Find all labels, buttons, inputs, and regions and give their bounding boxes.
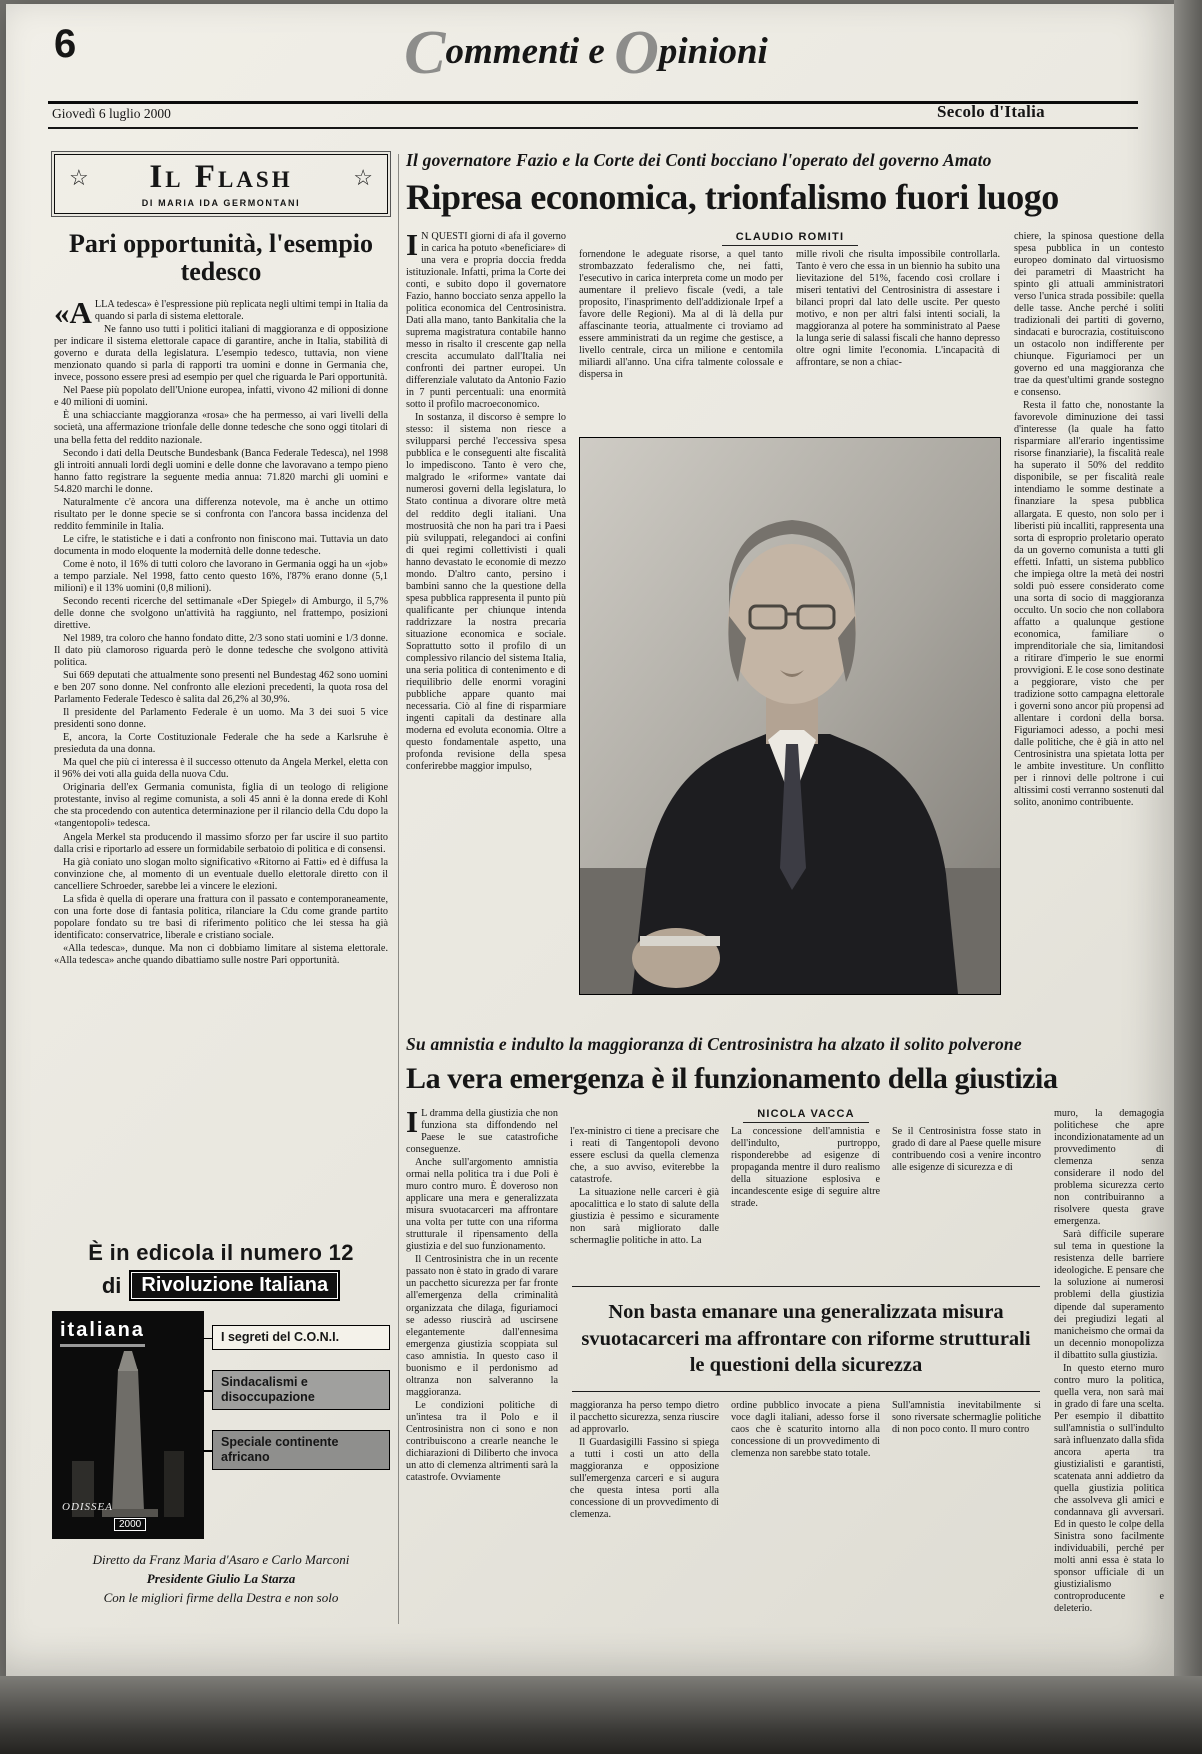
main-article-col2 [579,249,783,431]
main-article-headline: Ripresa economica, trionfalismo fuori luogo [406,177,1059,217]
magazine-ad [52,1240,390,1608]
pull-quote: Non basta emanare una generalizzata misura svuotacarceri ma affrontare con riforme strutturali le questioni della sicurezza [572,1286,1040,1392]
paragraph: L dramma della giustizia che non funziona sta diffondendo nel Paese le sue catastrofiche conseguenze. [406,1108,558,1156]
paragraph: Se il Centrosinistra fosse stato in grado di dare al Paese quelle misure contribuendo così a venire incontro alle esigenze di sicurezza e di [892,1126,1041,1174]
paragraph: ordine pubblico invocate a piena voce dagli italiani, adesso forse il caos che è scaturito intorno alla concessione di un provvedimento di clemenza non sarebbe stato totale. [731,1399,880,1460]
column-divider [398,154,399,1624]
paragraph: Naturalmente c'è ancora una differenza notevole, ma è anche un ottimo risultato per le donne specie se si confronta con l'ancora bassa incidenza del reddito femminile in Italia. [54,496,388,532]
paragraph: chiere, la spinosa questione della spesa pubblica in un contesto europeo dominato dal virtuosismo dei parametri di Maastricht ha spinto gli attuali amministratori verso l'unica strada possibile: quella delle tasse. Anche perché i soliti tradizionali dei partiti di governo, sindacati e burocrazia, costituiscono un ostacolo non indifferente per chiunque. Figuriamoci per un governo ed una maggioranza che trae da quest'ultimi grande sostegno e consenso. [1014,230,1164,399]
main-article-col3 [796,249,1000,431]
second-article-dropcap: I [406,1108,419,1139]
second-article-col5 [1054,1108,1164,1656]
second-article [406,1034,1164,1688]
paragraph: La concessione dell'amnistia e dell'indulto, purtroppo, risponderebbe ad esigenze di propaganda mentre il duro realismo della situazione esplosiva e incandescente esige di seguire altre strade. [731,1126,880,1210]
ad-label-coni: I segreti del C.O.N.I. [212,1325,390,1350]
star-icon: ☆ [353,164,373,190]
paragraph: Anche sull'argomento amnistia ormai nella politica tra i due Poli è muro contro muro. È doveroso non applicare una mera e generalizzata misura svuotacarceri ma affrontare una volta per tutte con una riforma strutturale il ripensamento della giustizia e del suo funzionamento. [406,1157,558,1253]
paragraph: Nel Paese più popolato dell'Unione europea, infatti, vivono 42 milioni di donne e 40 milioni di uomini. [54,385,388,409]
paragraph: In sostanza, il discorso è sempre lo stesso: il sistema non riesce a svilupparsi perché l'eccessiva spesa pubblica e le conseguenti alte fiscalità lo impediscono. Tanto è vero che, malgrado le «riforme» vantate dai numerosi governi della legislatura, lo Stato continua a divorare oltre metà del reddito degli italiani. Una mostruosità che non ha pari tra i Paesi più sviluppati, relegandoci ai confini di quei regimi collettivisti i quali hanno devastato le economie di mezzo mondo. D'altro canto, persino i bambini sanno che la questione della spesa pubblica rappresenta il punto più qualificante per chiunque intenda raddrizzare la nostra precaria situazione economica e sociale. Soprattutto sotto il profilo di un complessivo rilancio del sistema Italia, una seria politica di contenimento e di riequilibrio delle enormi voragini pubbliche appare quanto mai necessaria. Ciò al fine di risparmiare ingenti capitali da destinare alla moderna ed evoluta economia. Oltre a questo fondamentale aspetto, una profonda revisione della spesa conferirebbe maggior impulso, [406,412,566,773]
paragraph: maggioranza ha perso tempo dietro il pacchetto sicurezza, senza riuscire ad approvarlo. [570,1399,719,1435]
date: Giovedì 6 luglio 2000 [52,106,171,121]
main-article-kicker: Il governatore Fazio e la Corte dei Conti bocciano l'operato del governo Amato [406,150,992,170]
paragraph: Sull'amnistia inevitabilmente si sono riversate schermaglie politiche di non poco conto. Il muro contro [892,1399,1041,1435]
paragraph: La situazione nelle carceri è già apocalittica e lo stato di salute della giustizia è pessimo e sicuramente non sarà migliorato dalle schermaglie politiche in atto. La [570,1187,719,1247]
ad-footer-director: Diretto da Franz Maria d'Asaro e Carlo Marconi [92,1552,350,1567]
paragraph: La sfida è quella di operare una frattura con il passato e contemporaneamente, con una forte dose di fantasia politica, rilanciare la Cdu come grande partito popolare fondato su tre basi di riferimento politico che lei stessa ha già identificato: conservatrice, liberale e cristiano sociale. [54,893,388,941]
second-article-col1 [406,1108,558,1656]
ad-footer-president: Presidente Giulio La Starza [146,1570,296,1586]
second-article-mid-top-c [892,1126,1041,1278]
second-article-byline: NICOLA VACCA [570,1108,1042,1120]
paragraph: Resta il fatto che, nonostante la favorevole diminuzione dei tassi d'interesse (la quale ha fatto risparmiare all'erario ingentissime risorse finanziarie), la fiscalità reale ha superato il 50% del reddito disponibile, se per fiscalità reale intendiamo le somme destinate a finanziare la spesa pubblica allargata. E questo, non solo per i liberisti più incalliti, rappresenta una sorta di esproprio proletario operato da un governo comunista a tutti gli effetti. Infatti, un sistema pubblico che impiega oltre la metà dei nostri soldi può essere considerato come una sorta di socio di maggioranza occulto. Un socio che non collabora affatto a qualunque gestione economica, familiare o imprenditoriale che sia, limitandosi a ritirare d'imperio le sue enormi provvigioni. E le cose sono destinate a peggiorare, visto che per tradizione sotto campagna elettorale i governi sono ancor più propensi ad allentare i cordoni della borsa. Figuriamoci adesso, a pochi mesi dalle politiche, che è già in atto nel Centrosinistra una spietata lotta per le ambite investiture. Un conflitto per i rinnovi delle poltrone i cui altissimi costi verranno sostenuti dal solito, anonimo contribuente. [1014,400,1164,809]
paragraph: l'ex-ministro ci tiene a precisare che i reati di Tangentopoli devono essere esclusi da quella clemenza che, a suo avviso, eviterebbe la catastrofe. [570,1126,719,1186]
section-title-capital-o: O [614,19,659,87]
section-title-capital-c: C [404,19,446,87]
paragraph: Ma quel che più ci interessa è il successo ottenuto da Angela Merkel, eletta con il 96% dei voti alla guida della nuova Cdu. [54,757,388,781]
paragraph: Il Guardasigilli Fassino si spiega a tutti i costi un atto della maggioranza e opposizione sull'emergenza carceri e si augura che questa intesa porti alla concessione di un provvedimento di clemenza. [570,1437,719,1521]
second-article-mid-bottom-b [731,1400,880,1688]
paragraph: Le cifre, le statistiche e i dati a confronto non finiscono mai. Tuttavia un dato documenta in modo eloquente la modernità delle donne tedesche. [54,533,388,557]
second-article-mid-top-b [731,1126,880,1278]
paragraph: In questo eterno muro contro muro la politica, quella vera, non sarà mai in grado di fare una scelta. Per esempio il dibattito sull'amnistia o sull'indulto sarà influenzato dalla sfida ancora aperta tra giustizialisti e garantisti, scatenata anni addietro da quella giustizia politica che assolveva gli amici e condannava gli avversari. Ed in questo le colpe della Sinistra sono facilmente individuabili, perché per molti anni essa è stata lo sponsor ufficiale di un giustizialismo controproducente e deleterio. [1054,1362,1164,1615]
page-number: 6 [54,22,77,66]
section-title [296,19,876,87]
flash-title: Il Flash [149,159,293,195]
flash-header-box [54,154,388,214]
flash-dropcap: «A [54,299,92,331]
paragraph: E, ancora, la Corte Costituzionale Federale che ha sede a Karlsruhe è presieduta da una donna. [54,732,388,756]
paragraph: Secondo recenti ricerche del settimanale «Der Spiegel» di Amburgo, il 5,7% delle donne che svolgono un'attività ha raggiunto, nel frattempo, posizioni direttive. [54,595,388,631]
ad-di: di [101,1272,122,1298]
paragraph: «Alla tedesca», dunque. Ma non ci dobbiamo limitare al sistema elettorale. «Alla tedesca» anche quando dibattiamo sulle nostre Pari opportunità. [54,942,388,966]
section-title-part1: ommenti e [445,31,615,72]
flash-byline: DI MARIA IDA GERMONTANI [141,198,301,208]
main-article-col4 [1014,231,1164,1023]
paragraph: Ne fanno uso tutti i politici italiani di maggioranza e di opposizione per indicare il sistema elettorale capace di garantire, anche in Italia, stabilità di governo e durata della legislatura. L'esempio tedesco, tuttavia, non viene menzionato quando si parla di rapporti tra uomini e donne in Germania che, invece, possono essere presi ad esempio per quel che riguarda le Pari opportunità. [54,324,388,384]
paragraph: mille rivoli che risulta impossibile controllarla. Tanto è vero che essa in un biennio ha subito una lievitazione del 51%, facendo così crollare i miseri tentativi del Centrosinistra di assestare i bilanci propri dal lato delle uscite. Per questo motivo, e non per altri falsi intenti sociali, la maggioranza al potere ha somministrato al Paese la lunga serie di salassi fiscali che hanno depresso oltre ogni limite l'economia. L'incapacità di affrontare, se non a chiac- [796,248,1000,369]
scan-bottom-edge [0,1676,1202,1754]
paragraph: Sui 669 deputati che attualmente sono presenti nel Bundestag 462 sono uomini e ben 207 sono donne. Nel confronto alle elezioni precedenti, la quota rosa del Parlamento Federale Tedesco è salita dal 26,2% al 30,9%. [54,670,388,706]
paragraph: Il Centrosinistra che in un recente passato non è stato in grado di varare un pacchetto sicurezza per far fronte all'emergenza della criminalità organizzata che dilaga, figuriamoci se adesso riuscirà ad uscirsene elegantemente dall'ennesima emergenza giustizia scoppiata sul caso amnistia. In questo caso il buonismo e il perdonismo ad oltranza non salveranno la maggioranza. [406,1254,558,1398]
paragraph: fornendone le adeguate risorse, a quel tanto strombazzato federalismo che, nei fatti, l'esecutivo in carica interpreta come un modo per aumentare il prelievo fiscale (vedi, a tale proposito, l'inasprimento dell'addizionale Irpef a favore delle Regioni). Ma al di là della pur affascinante teoria, attualmente ci troviamo ad essere amministrati da un regime che gestisce, a livello centrale, circa un milione e centomila miliardi all'anno. Una cifra talmente colossale e dispersa in [579,248,783,381]
header-rule-thin [48,127,1138,129]
paragraph: Originaria dell'ex Germania comunista, figlia di un teologo di religione protestante, inviso al regime comunista, a soli 45 anni è la donna erede di Kohl che sta procedendo con autentica determinazione per il rilancio della Cdu dopo la «tangentopoli» tedesca. [54,782,388,830]
paragraph: muro, la demagogia politichese che apre incondizionatamente ad un provvedimento di clemenza senza considerare il nodo del problema sicurezza certo non contribuiranno a risolvere questa grave emergenza. [1054,1108,1164,1228]
second-article-mid-bottom-c [892,1400,1041,1688]
paragraph: Nel 1989, tra coloro che hanno fondato ditte, 2/3 sono stati uomini e 1/3 donne. Il dato più clamoroso riguarda però le donne tedesche che svolgono attività politica. [54,633,388,669]
ad-odissea-label: ODISSEA [62,1501,113,1513]
paragraph: È una schiacciante maggioranza «rosa» che ha permesso, ai vari livelli della società, una affermazione trionfale delle donne tedesche che sono oggi titolari di una bella fetta del reddito nazionale. [54,410,388,446]
flash-headline: Pari opportunità, l'esempio tedesco [68,229,374,287]
ad-footer-tagline: Con le migliori firme della Destra e non solo [103,1589,339,1605]
ad-cover-image [52,1311,204,1539]
paragraph: LLA tedesca» è l'espressione più replicata negli ultimi tempi in Italia da quando si parla di sistema elettorale. [94,299,388,323]
main-article-col1 [406,231,566,1023]
star-icon: ☆ [69,164,89,190]
ad-label-africa: Speciale continente africano [212,1430,390,1470]
ad-label-sindacalismi: Sindacalismi e disoccupazione [212,1370,390,1410]
flash-body [54,299,388,1251]
main-article-dropcap: I [406,230,419,262]
paragraph: Sarà difficile superare sul tema in questione la resistenza delle barriere ideologiche. E pensare che la soluzione ai numerosi problemi della giustizia dipende dal superamento dei pregiudizi legati al manicheismo che ormai da un decennio monopolizza il dibattito sulla giustizia. [1054,1229,1164,1361]
ad-brand-box: Rivoluzione Italiana [129,1270,340,1301]
paragraph: Ha già coniato uno slogan molto significativo «Ritorno ai Fatti» ed è diffusa la convinzione che, al momento di un eventuale duello elettorale diretto con il cancelliere Schroeder, sarebbe lei a vincere le elezioni. [54,856,388,892]
ad-logo: italiana [60,1319,145,1347]
portrait-photo [579,437,1001,995]
flash-column [54,154,388,1251]
paragraph: N QUESTI giorni di afa il governo in carica ha potuto «beneficiare» di una vera e propria doccia fredda istituzionale. Infatti, prima la Corte dei conti, e subito dopo il governatore Fazio, hanno bocciato senza appello la politica economica del Centrosinistra. Dati alla mano, tanto Bankitalia che la suprema magistratura contabile hanno messo in risalto il crescente gap nella crescita accumulato dall'Italia nei confronti dei partner europei. Un differenziale valutato da Antonio Fazio in 7 punti percentuali: una enormità sotto il profilo macroeconomico. [406,230,566,411]
second-article-mid-bottom-a [570,1400,719,1688]
second-article-headline: La vera emergenza è il funzionamento della giustizia [406,1062,1058,1095]
ad-year-label: 2000 [114,1518,146,1531]
section-title-part2: pinioni [658,31,768,72]
paragraph: Il presidente del Parlamento Federale è un uomo. Ma 3 dei suoi 5 vice presidenti sono donne. [54,707,388,731]
paragraph: Come è noto, il 16% di tutti coloro che lavorano in Germania oggi ha un «job» a tempo parziale. Nel 1998, fatto cento questo 16%, l'87% erano donne (5,1 milioni) e il 13% uomini (0,8 milioni). [54,558,388,594]
main-article [406,150,1164,1023]
newspaper-page [6,4,1174,1676]
second-article-mid-top-a [570,1126,719,1278]
ad-title: È in edicola il numero 12 [88,1240,354,1265]
main-article-byline: CLAUDIO ROMITI [579,231,1001,243]
paragraph: Angela Merkel sta producendo il massimo sforzo per far uscire il suo partito dalla crisi e riportarlo ad essere un formidabile serbatoio di politica e di consensi. [54,831,388,855]
masthead: Secolo d'Italia [937,102,1045,121]
scan-right-edge [1174,0,1202,1754]
paragraph: Secondo i dati della Deutsche Bundesbank (Banca Federale Tedesca), nel 1998 gli introiti annuali lordi degli uomini e delle donne che lavoravano a tempo pieno hanno fatto registrare la seguente media annua: 71.820 marchi gli uomini e 54.820 marchi le donne. [54,447,388,495]
second-article-kicker: Su amnistia e indulto la maggioranza di Centrosinistra ha alzato il solito polverone [406,1034,1022,1054]
paragraph: Le condizioni politiche di un'intesa tra il Polo e il Centrosinistra non ci sono e non contribuiscono a crearle neanche le dichiarazioni di Diliberto che invoca un atto di clemenza altrimenti sarà la catastrofe. Ovviamente [406,1399,558,1483]
